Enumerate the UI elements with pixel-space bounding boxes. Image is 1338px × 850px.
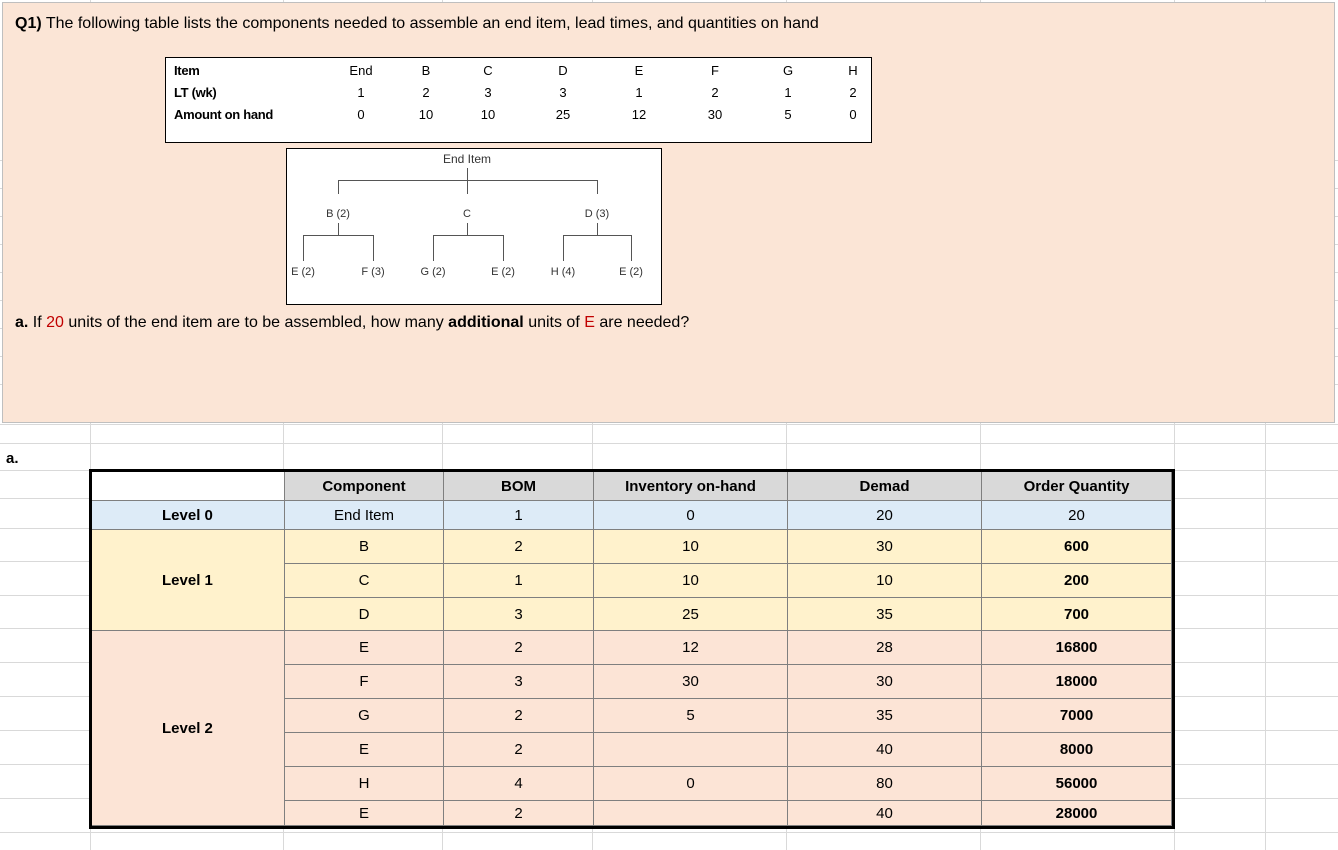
column-header: Inventory on-hand <box>594 472 788 501</box>
answer-label: a. <box>6 450 19 467</box>
lead-time-cell: 10 <box>480 107 496 122</box>
header-spacer <box>92 472 285 501</box>
table-cell: 8000 <box>982 733 1172 767</box>
table-cell: H <box>285 767 444 801</box>
table-cell: 35 <box>788 598 982 631</box>
part-a-text: units of the end item are to be assembled, how many <box>68 314 444 331</box>
table-cell: 1 <box>444 564 594 598</box>
tree-node-e: E (2) <box>491 266 515 278</box>
level-label: Level 2 <box>92 631 285 826</box>
column-header: BOM <box>444 472 594 501</box>
table-cell: 30 <box>788 530 982 564</box>
column-header: Demad <box>788 472 982 501</box>
answer-table <box>89 469 1175 829</box>
lead-time-cell: B <box>421 63 431 78</box>
table-cell: 18000 <box>982 665 1172 699</box>
table-cell: 2 <box>444 801 594 826</box>
question-text: The following table lists the components needed to assemble an end item, lead times, and quantities on hand <box>45 15 819 32</box>
lead-time-row-header: LT (wk) <box>174 85 217 100</box>
lead-time-cell: 10 <box>418 107 434 122</box>
grid-row-line <box>0 424 1338 425</box>
table-cell: 28000 <box>982 801 1172 826</box>
table-cell: G <box>285 699 444 733</box>
table-cell: 10 <box>788 564 982 598</box>
lead-time-cell: G <box>782 63 794 78</box>
table-cell: E <box>285 631 444 665</box>
table-cell: End Item <box>285 501 444 530</box>
table-cell <box>594 733 788 767</box>
table-cell: 2 <box>444 631 594 665</box>
lead-time-cell: H <box>848 63 858 78</box>
column-header: Order Quantity <box>982 472 1172 501</box>
lead-time-cell: 1 <box>635 85 643 100</box>
table-cell: 1 <box>444 501 594 530</box>
table-cell: 2 <box>444 733 594 767</box>
grid-row-line <box>0 832 1338 833</box>
lead-time-cell: 1 <box>784 85 792 100</box>
question-title <box>15 15 819 33</box>
table-cell: 40 <box>788 801 982 826</box>
question-label: Q1) <box>15 15 42 32</box>
table-cell: 25 <box>594 598 788 631</box>
lead-time-cell: 2 <box>711 85 719 100</box>
table-cell: F <box>285 665 444 699</box>
table-cell: 20 <box>788 501 982 530</box>
table-cell: 0 <box>594 501 788 530</box>
lead-time-cell: 30 <box>707 107 723 122</box>
table-cell: 2 <box>444 530 594 564</box>
lead-time-cell: E <box>634 63 644 78</box>
lead-time-row-header: Amount on hand <box>174 107 274 122</box>
table-cell: 10 <box>594 530 788 564</box>
lead-time-cell: 0 <box>357 107 365 122</box>
tree-node-d: D (3) <box>584 208 610 220</box>
tree-node-g: G (2) <box>420 266 446 278</box>
part-a-prefix: a. <box>15 314 29 331</box>
tree-node-f: F (3) <box>361 266 385 278</box>
lead-time-cell: 3 <box>559 85 567 100</box>
lead-time-cell: End <box>349 63 373 78</box>
table-cell: 600 <box>982 530 1172 564</box>
lead-time-row <box>166 107 871 127</box>
table-cell: 3 <box>444 598 594 631</box>
tree-root: End Item <box>442 152 492 166</box>
table-cell: 700 <box>982 598 1172 631</box>
table-cell: 3 <box>444 665 594 699</box>
table-cell: D <box>285 598 444 631</box>
part-a-text: are needed? <box>599 314 690 331</box>
lead-time-cell: 25 <box>555 107 571 122</box>
lead-time-cell: 0 <box>849 107 857 122</box>
grid-row-line <box>0 443 1338 444</box>
column-header: Component <box>285 472 444 501</box>
lead-time-cell: 5 <box>784 107 792 122</box>
lead-time-cell: 1 <box>357 85 365 100</box>
lead-time-cell: D <box>558 63 568 78</box>
table-cell: 5 <box>594 699 788 733</box>
level-label: Level 1 <box>92 530 285 631</box>
part-a-text: units of <box>528 314 580 331</box>
lead-time-table <box>165 57 872 143</box>
lead-time-cell: 2 <box>422 85 430 100</box>
tree-node-h: H (4) <box>550 266 576 278</box>
product-structure-tree <box>286 148 662 305</box>
tree-node-e: E (2) <box>291 266 315 278</box>
table-cell: 4 <box>444 767 594 801</box>
table-cell: 35 <box>788 699 982 733</box>
part-a-units: 20 <box>46 314 64 331</box>
table-cell: 10 <box>594 564 788 598</box>
part-a-item: E <box>584 314 595 331</box>
table-cell: 200 <box>982 564 1172 598</box>
table-cell: 56000 <box>982 767 1172 801</box>
tree-node-b: B (2) <box>326 208 350 220</box>
table-cell: 30 <box>788 665 982 699</box>
tree-node-c: C <box>463 208 471 220</box>
table-cell: B <box>285 530 444 564</box>
table-cell: 30 <box>594 665 788 699</box>
tree-node-e: E (2) <box>619 266 643 278</box>
lead-time-cell: 12 <box>631 107 647 122</box>
table-cell: 40 <box>788 733 982 767</box>
level-label: Level 0 <box>92 501 285 530</box>
question-part-a <box>15 314 689 332</box>
lead-time-row <box>166 63 871 83</box>
table-cell: 2 <box>444 699 594 733</box>
question-panel <box>2 2 1335 423</box>
table-cell: 20 <box>982 501 1172 530</box>
table-cell: 7000 <box>982 699 1172 733</box>
table-cell: 28 <box>788 631 982 665</box>
lead-time-row-header: Item <box>174 63 200 78</box>
table-cell: C <box>285 564 444 598</box>
lead-time-row <box>166 85 871 105</box>
lead-time-cell: C <box>483 63 493 78</box>
table-cell: 16800 <box>982 631 1172 665</box>
part-a-emphasis: additional <box>448 314 524 331</box>
lead-time-cell: F <box>711 63 719 78</box>
table-cell: 12 <box>594 631 788 665</box>
table-cell: E <box>285 733 444 767</box>
lead-time-cell: 3 <box>484 85 492 100</box>
lead-time-cell: 2 <box>849 85 857 100</box>
table-cell: E <box>285 801 444 826</box>
part-a-text: If <box>32 314 42 331</box>
table-cell: 80 <box>788 767 982 801</box>
table-cell: 0 <box>594 767 788 801</box>
table-cell <box>594 801 788 826</box>
